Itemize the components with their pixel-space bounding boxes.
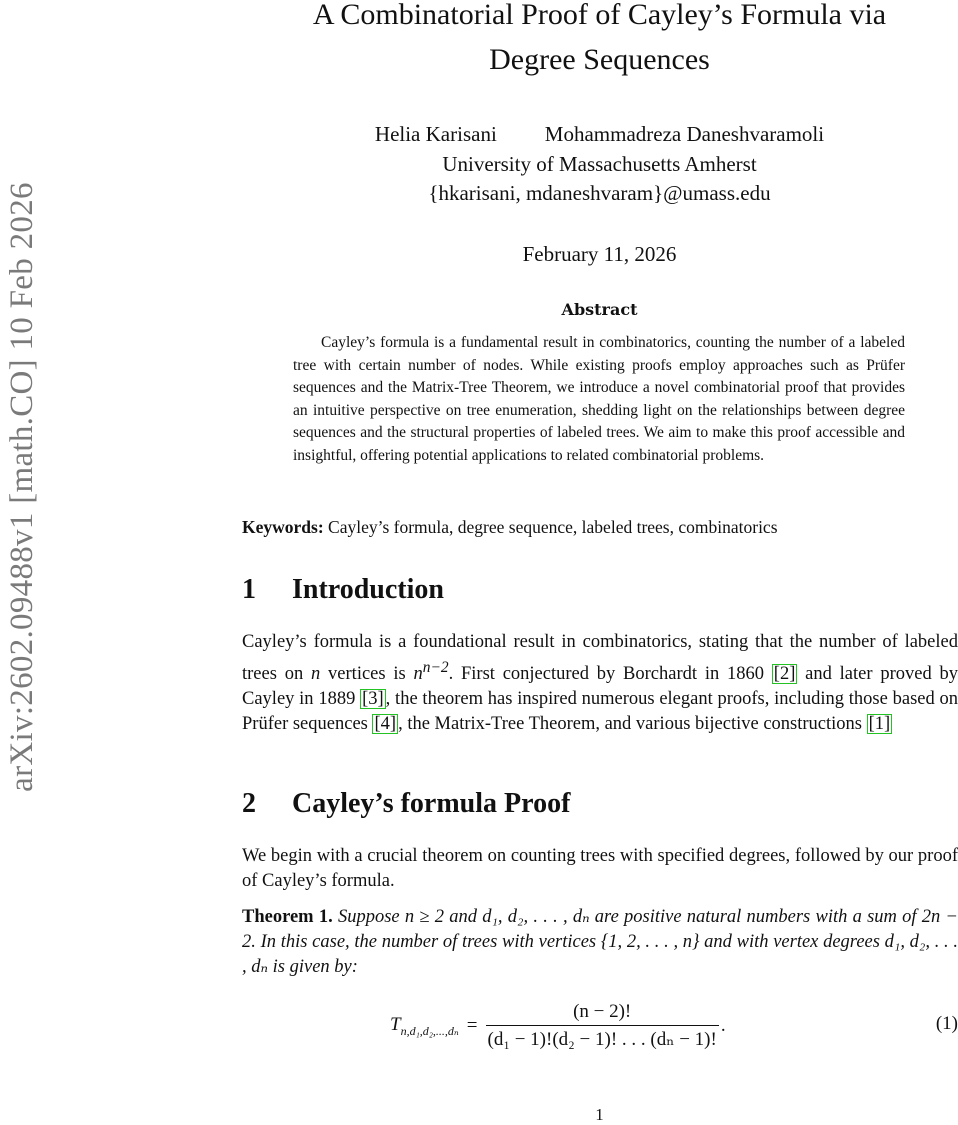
section-number: 1 [242, 574, 256, 605]
intro-text-2: vertices is [320, 664, 414, 685]
equation-number: (1) [935, 1013, 958, 1034]
author-emails: {hkarisani, mdaneshvaram}@umass.edu [428, 181, 771, 205]
intro-text-1: Cayley’s formula is a foundational result in combinatorics, stating that the number of labeled trees on [242, 632, 958, 685]
theorem-1 [242, 905, 958, 980]
intro-var-n: n [311, 664, 321, 685]
theorem-statement: Suppose n ≥ 2 and d₁, d₂, . . . , dₙ are positive natural numbers with a sum of 2n − 2. In this case, the number of trees with vertices {1, 2, . . . , n} and with vertex degrees d₁, d₂, . . . , dₙ is given by: [242, 907, 958, 977]
equation-period: . [720, 1015, 726, 1036]
section-title: Introduction [292, 574, 444, 605]
intro-text-5: , the theorem has inspired numerous elegant proofs, including those based on Prüfer sequences [242, 689, 958, 735]
paper-title [241, 0, 958, 82]
formula-base: n [413, 664, 423, 685]
keywords-text: Cayley’s formula, degree sequence, labeled trees, combinatorics [328, 517, 778, 537]
theorem-label: Theorem 1. [242, 907, 333, 927]
intro-text-6: , the Matrix-Tree Theorem, and various bijective constructions [398, 714, 867, 735]
introduction-paragraph [242, 630, 958, 737]
section-heading-introduction [242, 574, 958, 606]
fraction-numerator: (n − 2)! [573, 1001, 632, 1022]
formula-exponent: n−2 [422, 659, 449, 676]
equation-lhs [390, 1014, 459, 1039]
equation-lhs-subscript: n,d₁,d₂,...,dₙ [400, 1023, 459, 1038]
equation-1 [242, 995, 958, 1055]
author-2: Mohammadreza Daneshvaramoli [544, 122, 825, 146]
page-number: 1 [595, 1105, 604, 1124]
title-line-2: Degree Sequences [489, 43, 710, 76]
equals-sign: = [466, 1015, 478, 1036]
citation-link-2[interactable]: [2] [773, 664, 796, 685]
equation-fraction [486, 1001, 719, 1051]
paper-date: February 11, 2026 [522, 242, 677, 266]
intro-text-3: . First conjectured by Borchardt in 1860 [448, 664, 772, 685]
section-heading-proof [242, 788, 958, 820]
author-1: Helia Karisani [374, 122, 497, 146]
section-number: 2 [242, 788, 256, 819]
citation-link-3[interactable]: [3] [362, 689, 384, 710]
citation-link-1[interactable]: [1] [868, 714, 891, 735]
abstract-text: Cayley’s formula is a fundamental result in combinatorics, counting the number of a labeled tree with certain number of nodes. While existing proofs employ approaches such as Prüfer sequences and the Matrix-Tree Theorem, we introduce a novel combinatorial proof that provides an intuitive perspective on tree enumeration, shedding light on the relationships between degree sequences and the structural properties of labeled trees. We aim to make this proof accessible and insightful, offering potential applications to related combinatorial problems. [293, 334, 905, 464]
keywords [242, 517, 958, 538]
fraction-denominator: (d₁ − 1)!(d₂ − 1)! . . . (dₙ − 1)! [486, 1025, 719, 1051]
intro-text-4: and later proved by Cayley in 1889 [242, 664, 958, 710]
formula-n-power [413, 659, 449, 685]
equation-formula [390, 1001, 726, 1051]
arxiv-stamp: arXiv:2602.09488v1 [math.CO] 10 Feb 2026 [4, 182, 40, 792]
proof-intro-paragraph: We begin with a crucial theorem on counting trees with specified degrees, followed by our proof of Cayley’s formula. [242, 846, 958, 891]
abstract-heading: Abstract [561, 300, 638, 319]
authors [241, 122, 958, 147]
keywords-label: Keywords: [242, 517, 324, 537]
equation-lhs-base: T [390, 1013, 401, 1035]
title-line-1: A Combinatorial Proof of Cayley’s Formula via [312, 0, 887, 31]
affiliation: University of Massachusetts Amherst [442, 152, 757, 176]
section-title: Cayley’s formula Proof [292, 788, 571, 819]
citation-link-4[interactable]: [4] [374, 714, 397, 735]
